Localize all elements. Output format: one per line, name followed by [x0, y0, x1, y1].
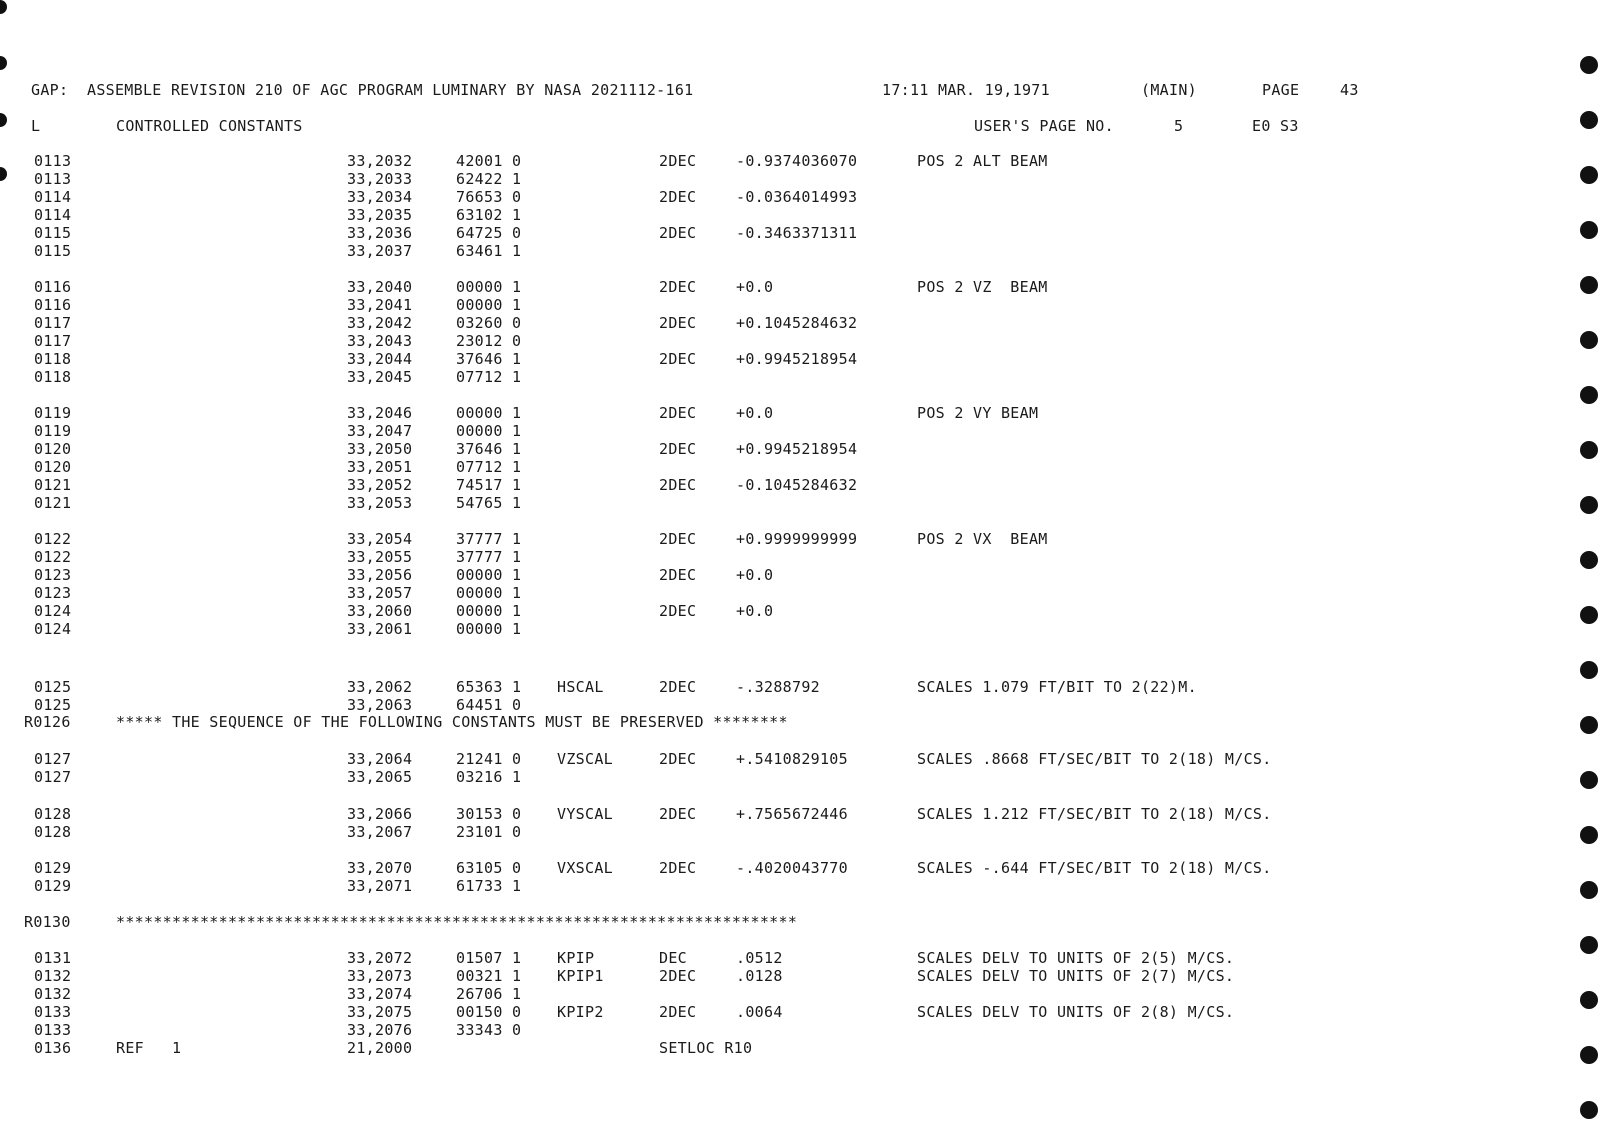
address: 33,2047 — [347, 422, 413, 440]
address: 33,2042 — [347, 314, 413, 332]
remark-text: ************************************************************************* — [116, 913, 798, 931]
opcode: 2DEC — [659, 859, 697, 877]
line-number: 0125 — [34, 678, 72, 696]
opcode: 2DEC — [659, 805, 697, 823]
octal-word: 76653 0 — [456, 188, 522, 206]
line-number: 0123 — [34, 566, 72, 584]
binder-hole-icon — [1580, 1046, 1598, 1064]
opcode: 2DEC — [659, 350, 697, 368]
opcode: SETLOC R10 — [659, 1039, 753, 1057]
page-header — [0, 81, 1359, 99]
octal-word: 61733 1 — [456, 877, 522, 895]
address: 33,2052 — [347, 476, 413, 494]
address: 33,2032 — [347, 152, 413, 170]
operand: +0.9945218954 — [736, 440, 858, 458]
binder-hole-icon — [1580, 606, 1598, 624]
line-number: 0118 — [34, 368, 72, 386]
binder-hole-icon — [1580, 221, 1598, 239]
opcode: 2DEC — [659, 224, 697, 242]
line-number: 0113 — [34, 170, 72, 188]
edge-hole-icon — [0, 0, 7, 14]
address: 33,2050 — [347, 440, 413, 458]
octal-word: 00321 1 — [456, 967, 522, 985]
operand: +0.1045284632 — [736, 314, 858, 332]
octal-word: 37777 1 — [456, 548, 522, 566]
binder-hole-icon — [1580, 56, 1598, 74]
binder-hole-icon — [1580, 716, 1598, 734]
binder-hole-icon — [1580, 826, 1598, 844]
address: 33,2053 — [347, 494, 413, 512]
line-number: 0116 — [34, 296, 72, 314]
line-number: 0131 — [34, 949, 72, 967]
line-number: 0122 — [34, 548, 72, 566]
subheader-eo: E0 S3 — [1252, 117, 1299, 135]
opcode: 2DEC — [659, 566, 697, 584]
octal-word: 00000 1 — [456, 422, 522, 440]
address: 33,2075 — [347, 1003, 413, 1021]
line-number: 0120 — [34, 458, 72, 476]
octal-word: 21241 0 — [456, 750, 522, 768]
comment: SCALES 1.079 FT/BIT TO 2(22)M. — [917, 678, 1197, 696]
address: 33,2063 — [347, 696, 413, 714]
binder-hole-icon — [1580, 441, 1598, 459]
comment: POS 2 ALT BEAM — [917, 152, 1048, 170]
line-number: 0120 — [34, 440, 72, 458]
line-number: 0129 — [34, 859, 72, 877]
address: 33,2073 — [347, 967, 413, 985]
header-timestamp: 17:11 MAR. 19,1971 — [882, 81, 1050, 99]
line-number: 0127 — [34, 750, 72, 768]
opcode: 2DEC — [659, 152, 697, 170]
address: 33,2034 — [347, 188, 413, 206]
opcode: 2DEC — [659, 530, 697, 548]
comment: SCALES 1.212 FT/SEC/BIT TO 2(18) M/CS. — [917, 805, 1272, 823]
operand: -0.3463371311 — [736, 224, 858, 242]
binder-hole-icon — [1580, 1101, 1598, 1119]
comment: SCALES DELV TO UNITS OF 2(8) M/CS. — [917, 1003, 1235, 1021]
address: 21,2000 — [347, 1039, 413, 1057]
address: 33,2057 — [347, 584, 413, 602]
header-title: GAP: ASSEMBLE REVISION 210 OF AGC PROGRAM LUMINARY BY NASA 2021112-161 — [31, 81, 694, 99]
line-number: 0116 — [34, 278, 72, 296]
octal-word: 01507 1 — [456, 949, 522, 967]
address: 33,2033 — [347, 170, 413, 188]
address: 33,2045 — [347, 368, 413, 386]
line-number: 0132 — [34, 985, 72, 1003]
subheader-flag: L — [31, 117, 41, 135]
binder-hole-icon — [1580, 661, 1598, 679]
line-number: 0117 — [34, 314, 72, 332]
operand: +0.0 — [736, 404, 774, 422]
line-number: 0115 — [34, 242, 72, 260]
octal-word: 64451 0 — [456, 696, 522, 714]
line-number: 0133 — [34, 1021, 72, 1039]
octal-word: 00000 1 — [456, 296, 522, 314]
line-number: 0127 — [34, 768, 72, 786]
operand: .0064 — [736, 1003, 783, 1021]
opcode: 2DEC — [659, 678, 697, 696]
address: 33,2062 — [347, 678, 413, 696]
address: 33,2051 — [347, 458, 413, 476]
octal-word: 03260 0 — [456, 314, 522, 332]
octal-word: 00000 1 — [456, 620, 522, 638]
comment: SCALES DELV TO UNITS OF 2(7) M/CS. — [917, 967, 1235, 985]
octal-word: 23012 0 — [456, 332, 522, 350]
line-number: 0121 — [34, 476, 72, 494]
line-number: 0117 — [34, 332, 72, 350]
operand: +0.0 — [736, 566, 774, 584]
opcode: 2DEC — [659, 314, 697, 332]
symbol-label: VYSCAL — [557, 805, 613, 823]
address: 33,2074 — [347, 985, 413, 1003]
comment: SCALES .8668 FT/SEC/BIT TO 2(18) M/CS. — [917, 750, 1272, 768]
address: 33,2035 — [347, 206, 413, 224]
line-number: 0124 — [34, 620, 72, 638]
symbol-label: KPIP — [557, 949, 595, 967]
binder-hole-icon — [1580, 111, 1598, 129]
symbol-label: VZSCAL — [557, 750, 613, 768]
octal-word: 03216 1 — [456, 768, 522, 786]
binder-hole-icon — [1580, 276, 1598, 294]
line-number: 0128 — [34, 805, 72, 823]
line-number: 0114 — [34, 206, 72, 224]
opcode: 2DEC — [659, 278, 697, 296]
line-number: 0121 — [34, 494, 72, 512]
symbol-label: KPIP2 — [557, 1003, 604, 1021]
address: 33,2061 — [347, 620, 413, 638]
opcode: 2DEC — [659, 188, 697, 206]
octal-word: 65363 1 — [456, 678, 522, 696]
opcode: DEC — [659, 949, 687, 967]
opcode: 2DEC — [659, 750, 697, 768]
edge-hole-icon — [0, 56, 7, 70]
binder-hole-icon — [1580, 496, 1598, 514]
users-page-label: USER'S PAGE NO. — [974, 117, 1114, 135]
header-segment: (MAIN) — [1141, 81, 1197, 99]
operand: .0128 — [736, 967, 783, 985]
line-number: 0125 — [34, 696, 72, 714]
octal-word: 37777 1 — [456, 530, 522, 548]
opcode: 2DEC — [659, 1003, 697, 1021]
octal-word: 63105 0 — [456, 859, 522, 877]
octal-word: 64725 0 — [456, 224, 522, 242]
octal-word: 42001 0 — [456, 152, 522, 170]
binder-hole-icon — [1580, 881, 1598, 899]
octal-word: 62422 1 — [456, 170, 522, 188]
operand: +.5410829105 — [736, 750, 848, 768]
octal-word: 26706 1 — [456, 985, 522, 1003]
address: 33,2076 — [347, 1021, 413, 1039]
opcode: 2DEC — [659, 440, 697, 458]
address: 33,2043 — [347, 332, 413, 350]
octal-word: 07712 1 — [456, 368, 522, 386]
comment: POS 2 VZ BEAM — [917, 278, 1048, 296]
opcode: 2DEC — [659, 476, 697, 494]
symbol-label: HSCAL — [557, 678, 604, 696]
octal-word: 00000 1 — [456, 404, 522, 422]
header-page-number: 43 — [1340, 81, 1359, 99]
line-number: 0128 — [34, 823, 72, 841]
operand: +.7565672446 — [736, 805, 848, 823]
line-number: 0114 — [34, 188, 72, 206]
octal-word: 37646 1 — [456, 440, 522, 458]
line-number: 0119 — [34, 422, 72, 440]
comment: POS 2 VY BEAM — [917, 404, 1039, 422]
binder-hole-icon — [1580, 551, 1598, 569]
address: 33,2067 — [347, 823, 413, 841]
operand: -0.1045284632 — [736, 476, 858, 494]
octal-word: 00000 1 — [456, 566, 522, 584]
line-number: 0115 — [34, 224, 72, 242]
address: 33,2071 — [347, 877, 413, 895]
address: 33,2060 — [347, 602, 413, 620]
users-page-number: 5 — [1174, 117, 1184, 135]
octal-word: 07712 1 — [456, 458, 522, 476]
remark-text: ***** THE SEQUENCE OF THE FOLLOWING CONSTANTS MUST BE PRESERVED ******** — [116, 713, 788, 731]
octal-word: 00000 1 — [456, 602, 522, 620]
line-number: 0123 — [34, 584, 72, 602]
symbol-label: VXSCAL — [557, 859, 613, 877]
octal-word: 63102 1 — [456, 206, 522, 224]
line-number: R0130 — [24, 913, 71, 931]
comment: POS 2 VX BEAM — [917, 530, 1048, 548]
address: 33,2046 — [347, 404, 413, 422]
address: 33,2036 — [347, 224, 413, 242]
operand: -0.9374036070 — [736, 152, 858, 170]
line-number: 0113 — [34, 152, 72, 170]
binder-hole-icon — [1580, 386, 1598, 404]
line-number: 0136 — [34, 1039, 72, 1057]
octal-word: 00000 1 — [456, 584, 522, 602]
address: 33,2054 — [347, 530, 413, 548]
line-number: 0118 — [34, 350, 72, 368]
octal-word: 30153 0 — [456, 805, 522, 823]
address: 33,2044 — [347, 350, 413, 368]
address: 33,2070 — [347, 859, 413, 877]
binder-hole-icon — [1580, 991, 1598, 1009]
octal-word: 74517 1 — [456, 476, 522, 494]
comment: SCALES DELV TO UNITS OF 2(5) M/CS. — [917, 949, 1235, 967]
octal-word: 33343 0 — [456, 1021, 522, 1039]
operand: -.4020043770 — [736, 859, 848, 877]
comment: SCALES -.644 FT/SEC/BIT TO 2(18) M/CS. — [917, 859, 1272, 877]
symbol-label: KPIP1 — [557, 967, 604, 985]
subheader-title: CONTROLLED CONSTANTS — [116, 117, 303, 135]
binder-hole-icon — [1580, 331, 1598, 349]
line-number: 0122 — [34, 530, 72, 548]
octal-word: 00000 1 — [456, 278, 522, 296]
address: 33,2065 — [347, 768, 413, 786]
address: 33,2041 — [347, 296, 413, 314]
octal-word: 54765 1 — [456, 494, 522, 512]
remark-text: REF 1 — [116, 1039, 182, 1057]
header-page-label: PAGE — [1262, 81, 1300, 99]
operand: +0.9945218954 — [736, 350, 858, 368]
opcode: 2DEC — [659, 404, 697, 422]
address: 33,2056 — [347, 566, 413, 584]
line-number: 0119 — [34, 404, 72, 422]
octal-word: 00150 0 — [456, 1003, 522, 1021]
operand: -0.0364014993 — [736, 188, 858, 206]
octal-word: 23101 0 — [456, 823, 522, 841]
opcode: 2DEC — [659, 602, 697, 620]
line-number: 0124 — [34, 602, 72, 620]
operand: -.3288792 — [736, 678, 820, 696]
line-number: 0133 — [34, 1003, 72, 1021]
binder-hole-icon — [1580, 771, 1598, 789]
address: 33,2037 — [347, 242, 413, 260]
opcode: 2DEC — [659, 967, 697, 985]
address: 33,2064 — [347, 750, 413, 768]
line-number: 0129 — [34, 877, 72, 895]
octal-word: 37646 1 — [456, 350, 522, 368]
address: 33,2040 — [347, 278, 413, 296]
address: 33,2072 — [347, 949, 413, 967]
operand: .0512 — [736, 949, 783, 967]
address: 33,2066 — [347, 805, 413, 823]
operand: +0.0 — [736, 602, 774, 620]
operand: +0.9999999999 — [736, 530, 858, 548]
line-number: 0132 — [34, 967, 72, 985]
binder-hole-icon — [1580, 936, 1598, 954]
operand: +0.0 — [736, 278, 774, 296]
address: 33,2055 — [347, 548, 413, 566]
line-number: R0126 — [24, 713, 71, 731]
binder-hole-icon — [1580, 166, 1598, 184]
octal-word: 63461 1 — [456, 242, 522, 260]
